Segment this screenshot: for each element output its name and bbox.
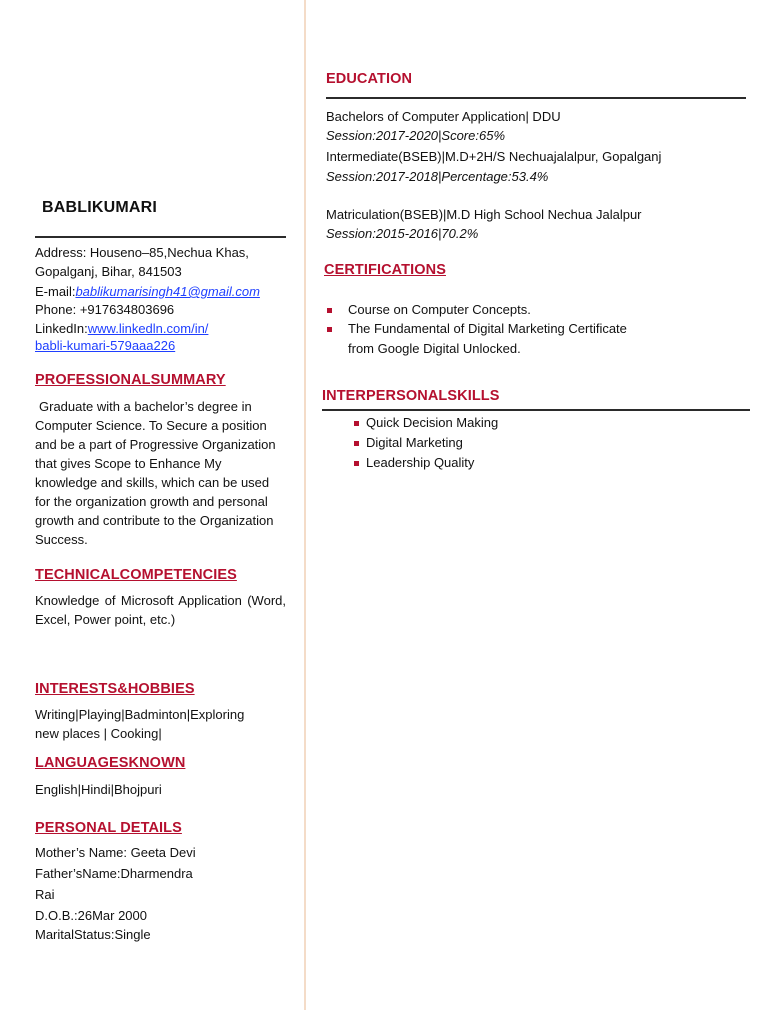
linkedin-row-2 xyxy=(35,336,175,355)
interests-line-1: Writing|Playing|Badminton|Exploring xyxy=(35,707,245,722)
interests-heading: INTERESTS&HOBBIES xyxy=(35,681,195,697)
education-title-2: Intermediate(BSEB)|M.D+2H/S Nechuajalalpur, Gopalganj xyxy=(326,149,662,164)
bullet-icon xyxy=(354,441,359,446)
education-title-1: Bachelors of Computer Application| DDU xyxy=(326,109,561,124)
father-name-2: Rai xyxy=(35,887,55,902)
address-line-1: Address: Houseno–85,Nechua Khas, xyxy=(35,245,249,260)
professional-summary-heading: PROFESSIONALSUMMARY xyxy=(35,372,226,388)
father-name-1: Father’sName:Dharmendra xyxy=(35,866,193,881)
personal-heading: PERSONAL DETAILS xyxy=(35,820,182,836)
certification-item-2-cont: from Google Digital Unlocked. xyxy=(348,341,521,356)
interpersonal-rule xyxy=(322,409,750,411)
marital-status: MaritalStatus:Single xyxy=(35,927,151,942)
education-heading: EDUCATION xyxy=(326,71,413,87)
interpersonal-heading: INTERPERSONALSKILLS xyxy=(322,388,500,404)
certification-item-2: The Fundamental of Digital Marketing Certificate xyxy=(348,321,627,336)
education-rule xyxy=(326,97,746,99)
linkedin-label: LinkedIn: xyxy=(35,321,88,336)
column-divider xyxy=(304,0,306,1010)
bullet-icon xyxy=(327,308,332,313)
languages-heading: LANGUAGESKNOWN xyxy=(35,755,186,771)
education-session-1: Session:2017-2020|Score:65% xyxy=(326,128,505,143)
bullet-icon xyxy=(354,461,359,466)
skill-item-1: Quick Decision Making xyxy=(366,415,499,430)
linkedin-link-2[interactable]: babli-kumari-579aaa226 xyxy=(35,338,176,353)
languages-text: English|Hindi|Bhojpuri xyxy=(35,782,162,797)
education-session-2: Session:2017-2018|Percentage:53.4% xyxy=(326,169,549,184)
email-row xyxy=(35,282,260,301)
address-line-2: Gopalganj, Bihar, 841503 xyxy=(35,264,182,279)
bullet-icon xyxy=(327,327,332,332)
candidate-name: BABLIKUMARI xyxy=(42,199,158,216)
email-label: E-mail: xyxy=(35,284,76,299)
mother-name: Mother’s Name: Geeta Devi xyxy=(35,845,196,860)
skill-item-2: Digital Marketing xyxy=(366,435,463,450)
bullet-icon xyxy=(354,421,359,426)
technical-text: Knowledge of Microsoft Application (Word, Excel, Power point, etc.) xyxy=(35,593,286,627)
linkedin-link-1[interactable]: www.linkedln.com/in/ xyxy=(87,321,209,336)
skill-item-3: Leadership Quality xyxy=(366,455,475,470)
phone: Phone: +917634803696 xyxy=(35,302,175,317)
certification-item-1: Course on Computer Concepts. xyxy=(348,302,531,317)
education-title-3: Matriculation(BSEB)|M.D High School Nechua Jalalpur xyxy=(326,207,642,222)
dob: D.O.B.:26Mar 2000 xyxy=(35,908,147,923)
certifications-heading: CERTIFICATIONS xyxy=(324,262,446,278)
professional-summary-text: Graduate with a bachelor’s degree in Computer Science. To Secure a position and be a part of Progressive Organization that gives Scope to Enhance My knowledge and skills, which can be used for the organization growth and personal growth and contribute to the Organization Success. xyxy=(35,399,276,547)
education-session-3: Session:2015-2016|70.2% xyxy=(326,226,479,241)
technical-heading: TECHNICALCOMPETENCIES xyxy=(35,567,237,583)
name-rule xyxy=(35,236,286,238)
email-link[interactable]: bablikumarisingh41@gmail.com xyxy=(75,284,260,299)
interests-line-2: new places | Cooking| xyxy=(35,726,162,741)
